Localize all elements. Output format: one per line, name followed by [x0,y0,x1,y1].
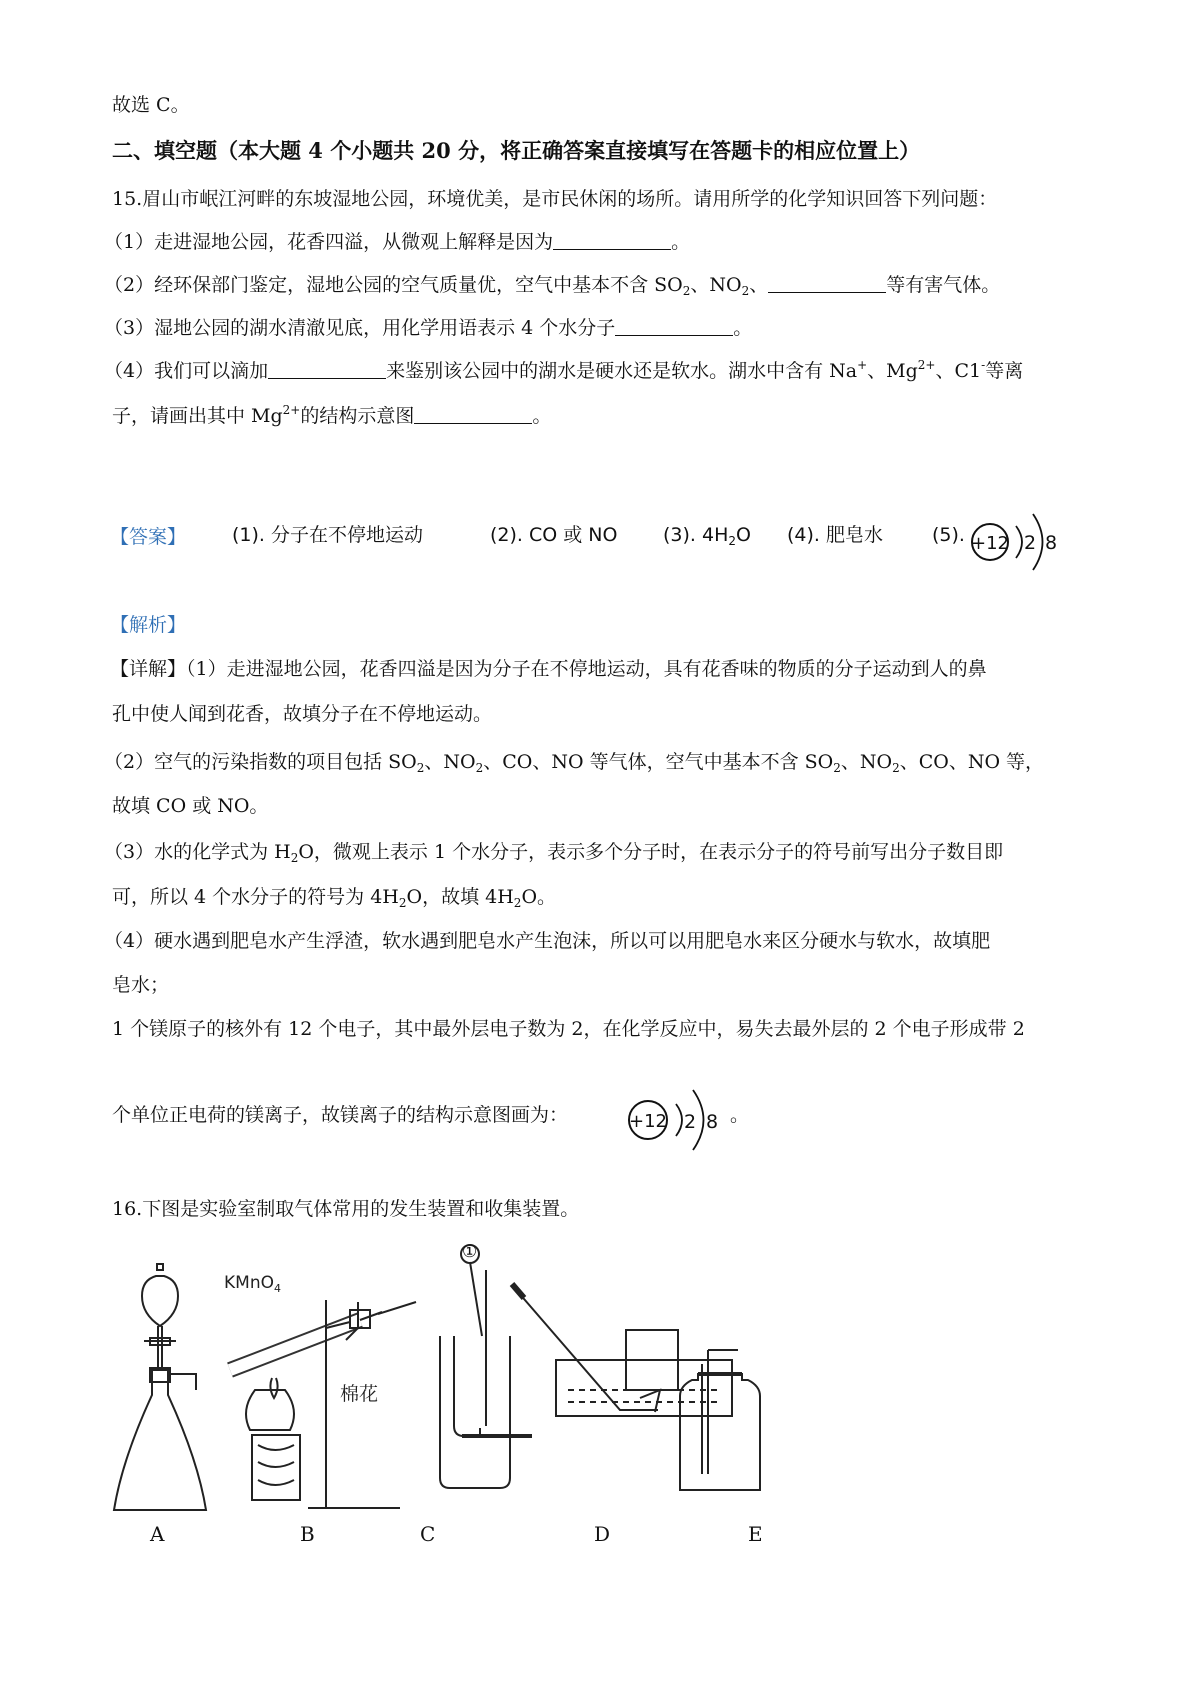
q15-part4-text-b: 来鉴别该公园中的湖水是硬水还是软水。湖水中含有 Na [386,360,858,382]
subscript: 2 [741,284,750,298]
answer-3-text-a: (3). 4H [663,524,729,546]
q15-part3-text: （3）湿地公园的湖水清澈见底，用化学用语表示 4 个水分子 [104,317,616,339]
answer-1-text: (1). 分子在不停地运动 [232,524,423,546]
shell1-count: 2 [1024,532,1037,554]
analysis-detail-5c: 。 [730,1104,750,1126]
superscript: + [857,358,868,372]
q15-part3 [104,315,752,341]
q15-part4-line2 [112,403,551,429]
circle-one-marker: ① [462,1242,478,1262]
superscript: - [981,358,986,372]
cotton-label: 棉花 [340,1383,379,1405]
shell-arc-1 [1016,526,1022,558]
q15-part4-text-d: 、C1 [935,360,982,382]
superscript: 2+ [917,358,936,372]
q15-part2-text-b: 、NO [690,274,742,296]
q15-part2-text-c: 、 [749,274,769,296]
apparatus-d [512,1284,732,1416]
subscript: 2 [682,284,691,298]
period: 。 [671,231,691,253]
analysis-2-text-2: 、NO [424,751,476,773]
superscript: 2+ [282,403,301,417]
shell-arc-1 [676,1104,682,1136]
mg-ion-diagram-analysis [626,1078,730,1162]
subscript: 2 [290,851,299,865]
section-title: 二、填空题（本大题 4 个小题共 20 分，将正确答案直接填写在答题卡的相应位置上） [112,138,921,163]
analysis-detail-5b: 个单位正电荷的镁离子，故镁离子的结构示意图画为： [112,1104,569,1126]
analysis-label: 【解析】 [110,614,187,636]
shell2-count: 8 [706,1111,719,1133]
nucleus-charge: +12 [971,533,1009,554]
q15-part4-line1 [104,358,1023,384]
prev-conclusion: 故选 C。 [112,94,190,116]
answer-blank[interactable] [615,317,733,336]
kmno4-label: KMnO$_4$ [224,1273,281,1295]
apparatus-label-e: E [748,1522,763,1546]
analysis-detail-3b [112,884,556,910]
shell1-count: 2 [684,1111,697,1133]
q16-stem: 16.下图是实验室制取气体常用的发生装置和收集装置。 [112,1198,580,1220]
answer-3-text-b: O [736,524,751,546]
q15-part4-text-g: 的结构示意图 [300,405,415,427]
subscript: 2 [892,761,900,775]
apparatus-label-c: C [420,1522,436,1546]
q15-part4-text-f: 子，请画出其中 Mg [112,405,283,427]
q15-part2-text-a: （2）经环保部门鉴定，湿地公园的空气质量优，空气中基本不含 SO [104,274,683,296]
q15-part1-text: （1）走进湿地公园，花香四溢，从微观上解释是因为 [104,231,554,253]
analysis-3-text-5: O。 [521,886,557,908]
apparatus-a [114,1264,206,1510]
subscript: 2 [416,761,425,775]
subscript: 2 [475,761,484,775]
analysis-3-text-1: （3）水的化学式为 H [104,841,291,863]
analysis-2-text-3: 、CO、NO 等气体，空气中基本不含 SO [483,751,834,773]
analysis-detail-3a [104,839,1003,865]
q15-part1 [104,229,690,255]
period: 。 [733,317,753,339]
subscript: 2 [513,896,522,910]
answer-1 [232,522,423,548]
apparatus-figure [100,1240,1100,1530]
answer-2-text: (2). CO 或 NO [490,524,618,546]
mg-ion-diagram [970,500,1070,584]
period: 。 [532,405,552,427]
shell2-count: 8 [1045,532,1058,554]
analysis-2-text-1: （2）空气的污染指数的项目包括 SO [104,751,417,773]
answer-2 [490,522,617,548]
apparatus-e [680,1350,760,1490]
analysis-detail-5a: 1 个镁原子的核外有 12 个电子，其中最外层电子数为 2，在化学反应中，易失去最外层的 2 个电子形成带 2 [112,1018,1025,1040]
analysis-detail-2b: 故填 CO 或 NO。 [112,795,269,817]
q15-part4-text-c: 、Mg [867,360,918,382]
apparatus-label-a: A [150,1522,165,1546]
analysis-3-text-3: 可，所以 4 个水分子的符号为 4H [112,886,399,908]
q15-part2 [104,272,1000,298]
analysis-2-text-4: 、NO [840,751,893,773]
apparatus-label-b: B [300,1522,315,1546]
nucleus-charge: +12 [629,1111,667,1132]
answer-5: (5). [932,524,965,546]
apparatus-label-d: D [594,1522,611,1546]
answer-blank[interactable] [553,231,671,250]
q15-part2-text-d: 等有害气体。 [886,274,1001,296]
answer-label: 【答案】 [110,526,187,548]
subscript: 2 [728,534,737,548]
analysis-detail-4a: （4）硬水遇到肥皂水产生浮渣，软水遇到肥皂水产生泡沫，所以可以用肥皂水来区分硬水与软水，故填肥 [104,930,991,952]
q15-stem: 15.眉山市岷江河畔的东坡湿地公园，环境优美，是市民休闲的场所。请用所学的化学知识回答下列问题： [112,188,998,210]
answer-3 [663,522,751,548]
answer-blank[interactable] [268,360,386,379]
analysis-3-text-2: O，微观上表示 1 个水分子，表示多个分子时，在表示分子的符号前写出分子数目即 [298,841,1004,863]
answer-blank[interactable] [414,405,532,424]
analysis-detail-1b: 孔中使人闻到花香，故填分子在不停地运动。 [112,703,493,725]
answer-4: (4). 肥皂水 [787,524,883,546]
subscript: 2 [833,761,841,775]
analysis-detail-1a: 【详解】（1）走进湿地公园，花香四溢是因为分子在不停地运动，具有花香味的物质的分子运动到人的鼻 [110,658,987,680]
analysis-detail-4b: 皂水； [112,974,170,996]
subscript: 2 [398,896,407,910]
analysis-3-text-4: O，故填 4H [406,886,514,908]
analysis-2-text-5: 、CO、NO 等， [899,751,1045,773]
analysis-detail-2a [104,749,1044,775]
q15-part4-text-e: 等离 [985,360,1024,382]
answer-blank[interactable] [768,274,886,293]
apparatus-c [440,1245,532,1488]
apparatus-b [230,1300,416,1508]
q15-part4-text-a: （4）我们可以滴加 [104,360,269,382]
